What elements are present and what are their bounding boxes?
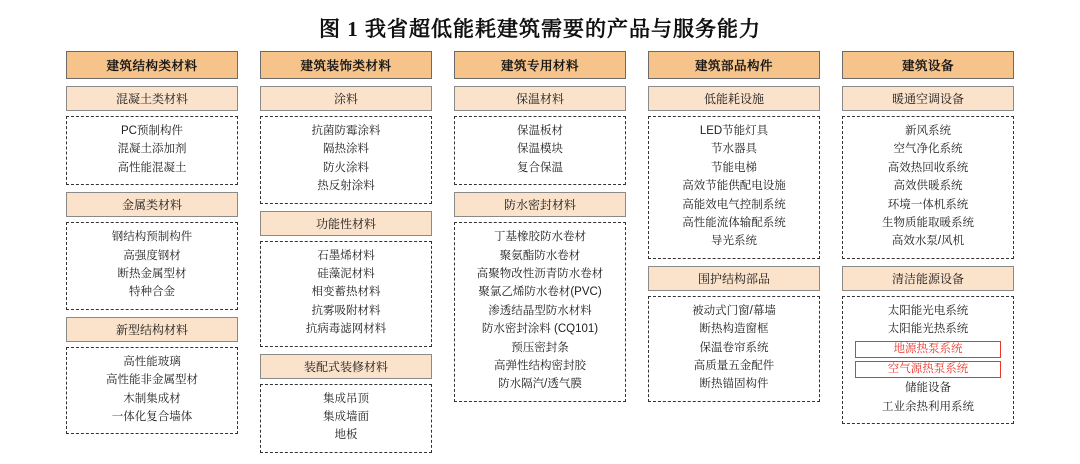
group-title: 防水密封材料 bbox=[454, 192, 626, 217]
list-item: 相变蓄热材料 bbox=[311, 286, 381, 299]
group-title: 涂料 bbox=[260, 86, 432, 111]
category-group bbox=[260, 86, 432, 204]
list-item: 钢结构预制构件 bbox=[111, 231, 193, 244]
list-item: 热反射涂料 bbox=[317, 180, 375, 193]
list-item: 高弹性结构密封胶 bbox=[494, 360, 586, 373]
group-title: 保温材料 bbox=[454, 86, 626, 111]
list-item: 防火涂料 bbox=[323, 161, 369, 174]
list-item: 木制集成材 bbox=[123, 392, 181, 405]
list-item: 混凝土添加剂 bbox=[117, 143, 187, 156]
item-list bbox=[648, 116, 820, 259]
group-title: 围护结构部品 bbox=[648, 266, 820, 291]
category-group bbox=[260, 211, 432, 347]
list-item: 高效节能供配电设施 bbox=[682, 180, 786, 193]
list-item: 空气净化系统 bbox=[893, 143, 963, 156]
group-title: 金属类材料 bbox=[66, 192, 238, 217]
group-title: 低能耗设施 bbox=[648, 86, 820, 111]
list-item: 隔热涂料 bbox=[323, 143, 369, 156]
list-item: 抗病毒滤网材料 bbox=[305, 323, 387, 336]
diagram-column bbox=[454, 51, 626, 402]
category-group bbox=[842, 86, 1014, 259]
list-item: 防水密封涂料 (CQ101) bbox=[481, 323, 599, 336]
list-item: 高性能非金属型材 bbox=[106, 374, 198, 387]
list-item: 高效供暖系统 bbox=[893, 180, 963, 193]
group-title: 混凝土类材料 bbox=[66, 86, 238, 111]
column-header: 建筑结构类材料 bbox=[66, 51, 238, 79]
column-header: 建筑部品构件 bbox=[648, 51, 820, 79]
column-header: 建筑装饰类材料 bbox=[260, 51, 432, 79]
list-item: 渗透结晶型防水材料 bbox=[488, 304, 592, 317]
category-group bbox=[260, 354, 432, 453]
item-list bbox=[66, 116, 238, 185]
category-group bbox=[66, 317, 238, 435]
diagram-columns bbox=[0, 51, 1080, 453]
group-title: 功能性材料 bbox=[260, 211, 432, 236]
diagram-column bbox=[842, 51, 1014, 424]
list-item: 保温卷帘系统 bbox=[699, 341, 769, 354]
list-item: 预压密封条 bbox=[511, 341, 569, 354]
item-list bbox=[842, 296, 1014, 424]
item-list bbox=[66, 347, 238, 435]
list-item: 集成吊顶 bbox=[323, 392, 369, 405]
list-item: 复合保温 bbox=[517, 161, 563, 174]
list-item: 高质量五金配件 bbox=[693, 360, 775, 373]
list-item: 新风系统 bbox=[905, 125, 951, 137]
list-item: 集成墙面 bbox=[323, 411, 369, 424]
list-item: 聚氯乙烯防水卷材(PVC) bbox=[478, 286, 602, 299]
list-item: 高效热回收系统 bbox=[887, 161, 969, 174]
list-item: 高性能混凝土 bbox=[117, 161, 187, 174]
list-item: 抗雾吸附材料 bbox=[311, 304, 381, 317]
group-title: 新型结构材料 bbox=[66, 317, 238, 342]
list-item: 地板 bbox=[334, 429, 358, 442]
item-list bbox=[260, 116, 432, 204]
list-item: 工业余热利用系统 bbox=[882, 400, 974, 413]
item-list bbox=[648, 296, 820, 402]
item-list bbox=[842, 116, 1014, 259]
item-list bbox=[454, 116, 626, 185]
list-item: 高能效电气控制系统 bbox=[682, 198, 786, 211]
list-item: 石墨烯材料 bbox=[317, 249, 375, 262]
list-item: 节水器具 bbox=[711, 143, 757, 156]
list-item: 防水隔汽/透气膜 bbox=[498, 378, 582, 391]
list-item: 断热锚固构件 bbox=[699, 378, 769, 391]
list-item: 储能设备 bbox=[905, 382, 951, 395]
list-item: LED节能灯具 bbox=[699, 125, 769, 137]
category-group bbox=[454, 86, 626, 185]
list-item: 保温模块 bbox=[517, 143, 563, 156]
category-group bbox=[648, 266, 820, 402]
list-item: 断热金属型材 bbox=[117, 268, 187, 281]
list-item: 硅藻泥材料 bbox=[317, 268, 375, 281]
list-item: 环境一体机系统 bbox=[887, 198, 969, 211]
list-item: 高聚物改性沥青防水卷材 bbox=[476, 268, 604, 281]
list-item: 聚氨酯防水卷材 bbox=[499, 249, 581, 262]
item-list bbox=[260, 384, 432, 453]
list-item: 保温板材 bbox=[517, 125, 563, 137]
category-group bbox=[454, 192, 626, 402]
list-item: 丁基橡胶防水卷材 bbox=[494, 231, 586, 244]
list-item: 太阳能光热系统 bbox=[887, 323, 969, 336]
column-header: 建筑设备 bbox=[842, 51, 1014, 79]
list-item: 高性能玻璃 bbox=[123, 355, 181, 368]
list-item: 节能电梯 bbox=[711, 161, 757, 174]
group-title: 装配式装修材料 bbox=[260, 354, 432, 379]
list-item: 高性能流体输配系统 bbox=[682, 217, 786, 230]
category-group bbox=[66, 192, 238, 310]
list-item-highlighted: 空气源热泵系统 bbox=[855, 361, 1001, 378]
category-group bbox=[648, 86, 820, 259]
category-group bbox=[842, 266, 1014, 424]
diagram-column bbox=[648, 51, 820, 402]
group-title: 清洁能源设备 bbox=[842, 266, 1014, 291]
list-item: 太阳能光电系统 bbox=[887, 304, 969, 317]
list-item: 高效水泵/风机 bbox=[891, 235, 965, 248]
item-list bbox=[454, 222, 626, 402]
list-item-highlighted: 地源热泵系统 bbox=[855, 341, 1001, 358]
list-item: PC预制构件 bbox=[121, 125, 183, 137]
page-title: 图 1 我省超低能耗建筑需要的产品与服务能力 bbox=[319, 17, 761, 41]
item-list bbox=[260, 241, 432, 347]
list-item: 导光系统 bbox=[711, 235, 757, 248]
item-list bbox=[66, 222, 238, 310]
list-item: 被动式门窗/幕墙 bbox=[692, 304, 776, 317]
diagram-column bbox=[260, 51, 432, 453]
list-item: 断热构造窗框 bbox=[699, 323, 769, 336]
diagram-column bbox=[66, 51, 238, 434]
list-item: 抗菌防霉涂料 bbox=[311, 125, 381, 137]
group-title: 暖通空调设备 bbox=[842, 86, 1014, 111]
column-header: 建筑专用材料 bbox=[454, 51, 626, 79]
list-item: 高强度钢材 bbox=[123, 249, 181, 262]
list-item: 特种合金 bbox=[129, 286, 175, 299]
list-item: 生物质能取暖系统 bbox=[882, 217, 974, 230]
list-item: 一体化复合墙体 bbox=[111, 411, 193, 424]
category-group bbox=[66, 86, 238, 185]
